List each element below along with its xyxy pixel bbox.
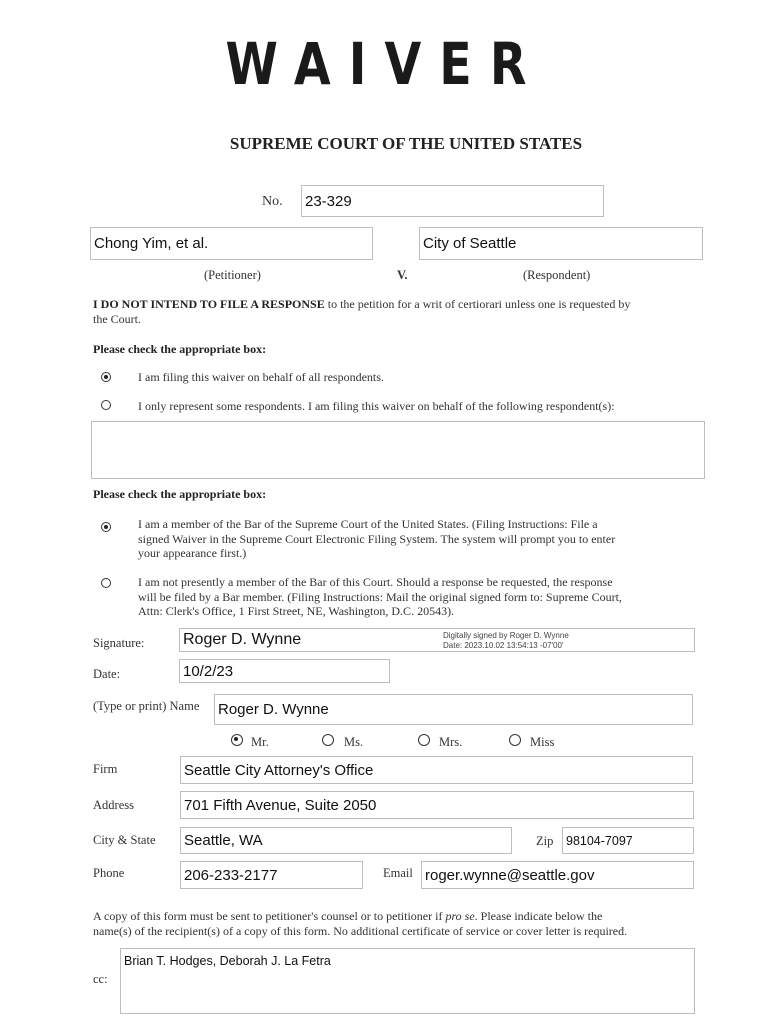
bar-member-text: [138, 517, 708, 561]
case-no-field[interactable]: 23-329: [301, 185, 604, 217]
radio-not-bar-member[interactable]: [101, 578, 111, 588]
name-field[interactable]: Roger D. Wynne: [214, 694, 693, 725]
title-mr-label: Mr.: [251, 735, 269, 749]
digital-sig-line-1: Digitally signed by Roger D. Wynne: [443, 631, 569, 640]
respondent-field[interactable]: City of Seattle: [419, 227, 703, 260]
title-miss-label: Miss: [530, 735, 555, 749]
signature-field[interactable]: [179, 628, 695, 652]
check-label-1: Please check the appropriate box:: [93, 342, 267, 356]
radio-ms[interactable]: [322, 734, 334, 746]
city-state-field[interactable]: Seattle, WA: [180, 827, 512, 854]
radio-all-respondents[interactable]: [101, 372, 111, 382]
respondents-list-field[interactable]: [91, 421, 705, 479]
address-label: Address: [93, 798, 134, 812]
petitioner-label: (Petitioner): [204, 268, 261, 282]
versus-label: V.: [397, 268, 408, 282]
court-name: SUPREME COURT OF THE UNITED STATES: [229, 134, 583, 153]
not-member-text: [138, 575, 708, 619]
copy-line-1c: . Please indicate below the: [474, 909, 603, 923]
copy-line-1a: A copy of this form must be sent to petitioner's counsel or to petitioner if: [93, 909, 446, 923]
bar-member-line-2: signed Waiver in the Supreme Court Electronic Filing System. The system will prompt you to enter: [138, 531, 616, 546]
radio-bar-member[interactable]: [101, 522, 111, 532]
zip-label: Zip: [536, 834, 554, 848]
petitioner-field[interactable]: Chong Yim, et al.: [90, 227, 373, 260]
address-field[interactable]: 701 Fifth Avenue, Suite 2050: [180, 791, 694, 819]
title-mrs-label: Mrs.: [439, 735, 463, 749]
bar-member-line-3: your appearance first.): [138, 546, 247, 560]
phone-label: Phone: [93, 866, 125, 880]
signature-label: Signature:: [93, 636, 145, 650]
respondent-label: (Respondent): [523, 268, 591, 282]
not-member-line-1: I am not presently a member of the Bar of this Court. Should a response be requested, the response: [138, 575, 613, 589]
bar-member-line-1: I am a member of the Bar of the Supreme Court of the United States. (Filing Instructions: File a: [138, 517, 598, 531]
option-some-label: I only represent some respondents. I am filing this waiver on behalf of the following respondent(s):: [138, 399, 615, 413]
copy-notice: [93, 909, 713, 938]
title-ms-label: Ms.: [344, 735, 364, 749]
intent-statement: [93, 297, 713, 326]
email-label: Email: [383, 866, 413, 880]
cc-field[interactable]: Brian T. Hodges, Deborah J. La Fetra: [120, 948, 695, 1014]
not-member-line-2: will be filed by a Bar member. (Filing Instructions: Mail the original signed form to: Supreme Court,: [138, 589, 622, 604]
name-label: (Type or print) Name: [93, 699, 200, 713]
case-no-label: No.: [262, 194, 283, 209]
date-field[interactable]: 10/2/23: [179, 659, 390, 683]
zip-field[interactable]: 98104-7097: [562, 827, 694, 854]
digital-signature-note: [443, 631, 569, 651]
city-state-label: City & State: [93, 833, 156, 847]
not-member-line-3: Attn: Clerk's Office, 1 First Street, NE, Washington, D.C. 20543).: [138, 604, 455, 618]
email-field[interactable]: roger.wynne@seattle.gov: [421, 861, 694, 889]
radio-some-respondents[interactable]: [101, 400, 111, 410]
phone-field[interactable]: 206-233-2177: [180, 861, 363, 889]
radio-miss[interactable]: [509, 734, 521, 746]
check-label-2: Please check the appropriate box:: [93, 487, 267, 501]
intent-bold: I DO NOT INTEND TO FILE A RESPONSE: [93, 297, 325, 311]
copy-line-2: name(s) of the recipient(s) of a copy of this form. No additional certificate of service or cover letter is required.: [93, 923, 628, 938]
signature-text: Roger D. Wynne: [183, 631, 302, 648]
firm-label: Firm: [93, 762, 118, 776]
firm-field[interactable]: Seattle City Attorney's Office: [180, 756, 693, 784]
radio-mrs[interactable]: [418, 734, 430, 746]
copy-line-pro-se: pro se: [445, 909, 475, 923]
intent-rest-1: to the petition for a writ of certiorari unless one is requested by: [324, 297, 631, 311]
cc-label: cc:: [93, 972, 108, 986]
radio-mr[interactable]: [231, 734, 243, 746]
date-label: Date:: [93, 667, 121, 681]
option-all-label: I am filing this waiver on behalf of all respondents.: [138, 370, 384, 384]
digital-sig-line-2: Date: 2023.10.02 13:54:13 -07'00': [443, 641, 564, 650]
intent-rest-2: the Court.: [93, 311, 141, 326]
form-title: WAIVER: [225, 30, 545, 98]
